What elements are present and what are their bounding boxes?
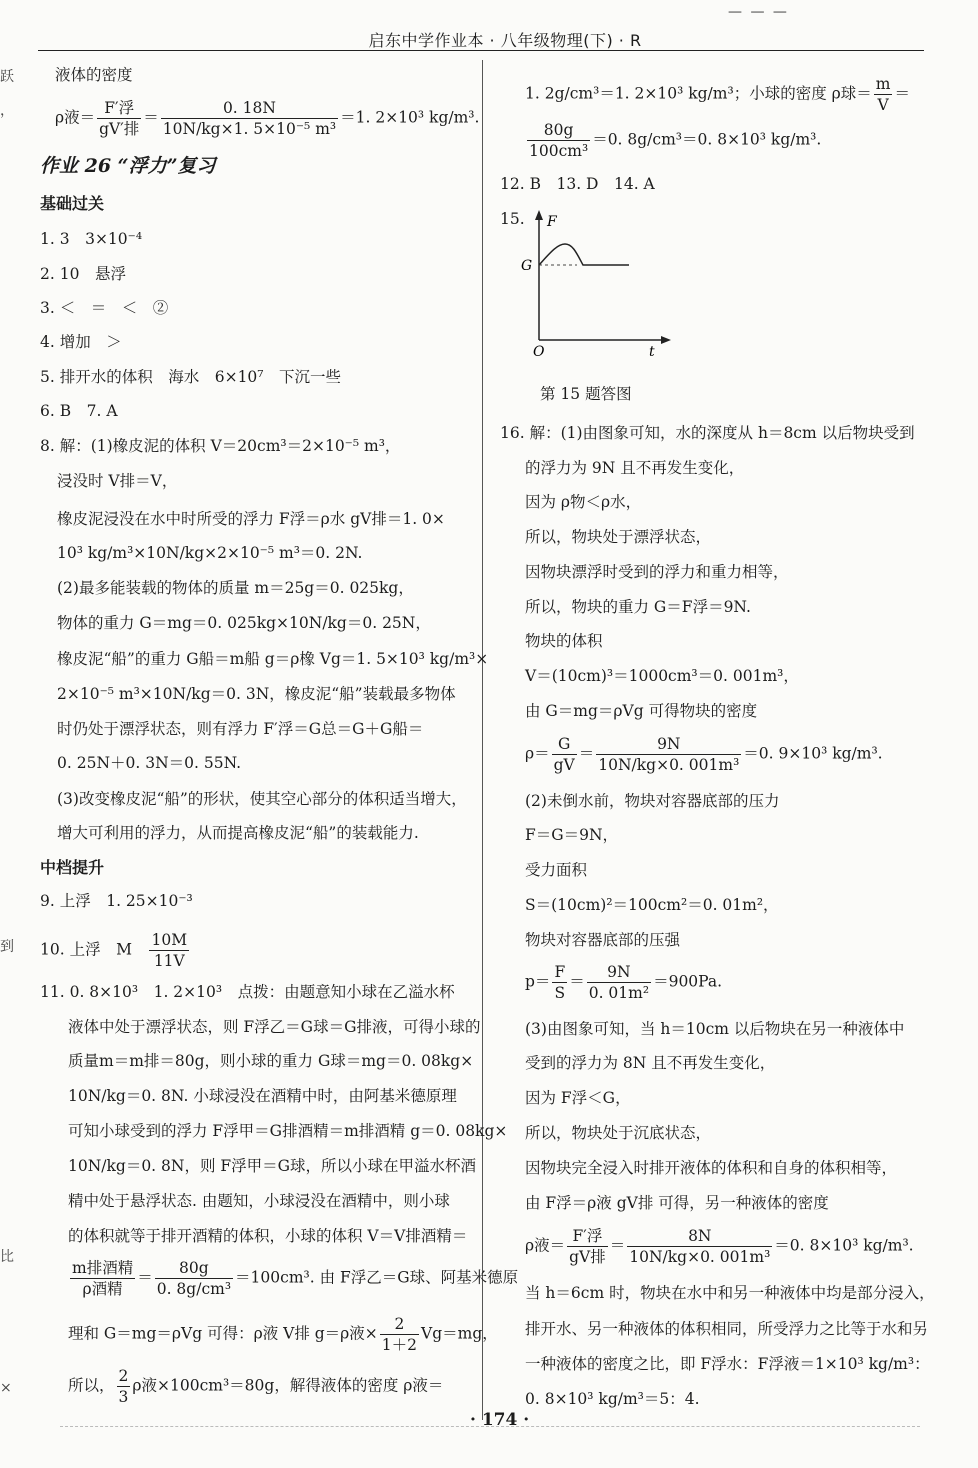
answer-line: 橡皮泥浸没在水中时所受的浮力 F浮＝ρ水 gV排＝1. 0× bbox=[57, 510, 445, 528]
formula-result: ＝1. 2×10³ kg/m³. bbox=[340, 108, 480, 127]
force-time-graph bbox=[515, 208, 675, 358]
formula-q16-rho: ρ＝ $\frac{G}{gV}$ ＝ $\frac{9N}{\text{10N/kg×0. 001m³}}$ ＝0. 9×10³ kg/m³. bbox=[525, 735, 883, 774]
section-heading: 基础过关 bbox=[40, 194, 105, 213]
answer-line: 3. ＜ ＝ ＜ ② bbox=[40, 299, 169, 317]
answer-line: 6. B 7. A bbox=[40, 402, 118, 420]
answer-line: 12. B 13. D 14. A bbox=[500, 175, 655, 193]
answer-line: 2. 10 悬浮 bbox=[40, 265, 126, 283]
answer-line: 0. 8×10³ kg/m³＝5：4. bbox=[525, 1390, 700, 1408]
formula-q11-density-result: $\frac{80g}{\text{100cm³}}$ ＝0. 8g/cm³＝0. 8×10³ kg/m³. bbox=[529, 121, 822, 160]
answer-line: F＝G＝9N， bbox=[525, 826, 619, 844]
answer-line-q10: 10. 上浮 M $\frac{10M}{11V}$ bbox=[40, 931, 188, 970]
answer-line: 的浮力为 9N 且不再发生变化， bbox=[525, 459, 745, 477]
answer-line: 受力面积 bbox=[525, 861, 588, 879]
answer-line: 当 h＝6cm 时，物块在水中和另一种液体中均是部分浸入， bbox=[525, 1284, 935, 1302]
answer-line: (2)未倒水前，物块对容器底部的压力 bbox=[525, 792, 780, 810]
fraction: $\frac{G}{gV}$ bbox=[553, 735, 575, 774]
fraction: $\frac{80g}{\text{0. 8g/cm³}}$ bbox=[156, 1259, 232, 1298]
fraction: $\frac{9N}{\text{10N/kg×0. 001m³}}$ bbox=[598, 735, 740, 774]
formula-q11-density: 1. 2g/cm³＝1. 2×10³ kg/m³；小球的密度 ρ球＝ $\frac{m}{V}$ ＝ bbox=[525, 75, 910, 114]
answer-line: 所以，物块处于漂浮状态， bbox=[525, 528, 712, 546]
bleed-text: ， bbox=[0, 103, 14, 119]
answer-line: 11. 0. 8×10³ 1. 2×10³ 点拨：由题意知小球在乙溢水杯 bbox=[40, 983, 455, 1001]
answer-line: 精中处于悬浮状态. 由题知，小球浸没在酒精中，则小球 bbox=[68, 1192, 450, 1210]
answer-line: 物块的体积 bbox=[525, 632, 603, 650]
answer-line: 0. 25N＋0. 3N＝0. 55N. bbox=[57, 754, 242, 772]
answer-line: 所以，物块的重力 G＝F浮＝9N. bbox=[525, 598, 751, 616]
formula-q16-pressure: p＝ $\frac{F}{S}$ ＝ $\frac{9N}{\text{0. 01m²}}$ ＝900Pa. bbox=[525, 963, 723, 1002]
fraction: $\frac{F}{S}$ bbox=[554, 963, 566, 1002]
answer-line: 液体的密度 bbox=[55, 66, 133, 84]
page-number: · 174 · bbox=[470, 1410, 530, 1430]
fraction: $\frac{0. 18N}{\text{10N/kg×1. 5×10⁻⁵ m³}}$ bbox=[162, 99, 337, 138]
header-rule bbox=[38, 50, 924, 51]
formula-q11-ratio: 理和 G＝mg＝ρVg 可得：ρ液 V排 g＝ρ液× $\frac{2}{1+2}$ Vg＝mg， bbox=[68, 1315, 498, 1354]
answer-line: 16. 解：(1)由图象可知，水的深度从 h＝8cm 以后物块受到 bbox=[500, 424, 915, 442]
formula-q11-final: 所以， $\frac{2}{3}$ ρ液×100cm³＝80g，解得液体的密度 ρ液＝ bbox=[68, 1367, 444, 1406]
y-axis-arrow-icon bbox=[535, 210, 543, 220]
answer-line: 因为 F浮＜G， bbox=[525, 1089, 631, 1107]
figure-caption: 第 15 题答图 bbox=[540, 385, 632, 403]
answer-line: 8. 解：(1)橡皮泥的体积 V＝20cm³＝2×10⁻⁵ m³， bbox=[40, 437, 401, 455]
answer-line: 物块对容器底部的压强 bbox=[525, 931, 681, 949]
answer-line: 5. 排开水的体积 海水 6×10⁷ 下沉一些 bbox=[40, 368, 342, 386]
answer-line: 9. 上浮 1. 25×10⁻³ bbox=[40, 892, 193, 910]
force-curve bbox=[539, 244, 629, 265]
fraction: $\frac{9N}{\text{0. 01m²}}$ bbox=[588, 963, 650, 1002]
fraction: $\frac{80g}{\text{100cm³}}$ bbox=[529, 121, 589, 160]
formula-rho-liquid: ρ液＝ $\frac{\text{F′浮}}{\text{gV′排}}$ ＝ $\frac{0. 18N}{\text{10N/kg×1. 5×10⁻⁵ m³}}$ ＝1. 2×10³ kg/m³. bbox=[55, 99, 480, 138]
fraction: $\frac{\text{m排酒精}}{\text{ρ酒精}}$ bbox=[72, 1259, 134, 1298]
fraction: $\frac{2}{3}$ bbox=[118, 1367, 129, 1406]
formula-q16-rho-liquid: ρ液＝ $\frac{\text{F′浮}}{\text{gV排}}$ ＝ $\frac{8N}{\text{10N/kg×0. 001m³}}$ ＝0. 8×10³ kg/m³. bbox=[525, 1227, 914, 1266]
answer-line: 所以，物块处于沉底状态， bbox=[525, 1124, 712, 1142]
answer-line: 因为 ρ物＜ρ水， bbox=[525, 493, 642, 511]
answer-line: 液体中处于漂浮状态，则 F浮乙＝G球＝G排液，可得小球的 bbox=[68, 1018, 481, 1036]
answer-line: V＝(10cm)³＝1000cm³＝0. 001m³， bbox=[525, 667, 799, 685]
homework-title: 作业 26 “浮力”复习 bbox=[40, 155, 216, 177]
answer-line: 10N/kg＝0. 8N，则 F浮甲＝G球，所以小球在甲溢水杯酒 bbox=[68, 1157, 477, 1175]
bleed-text: 跃 bbox=[0, 69, 14, 85]
x-axis-arrow-icon bbox=[661, 336, 671, 344]
answer-line: (2)最多能装载的物体的质量 m＝25g＝0. 025kg， bbox=[57, 579, 414, 597]
answer-line: 4. 增加 ＞ bbox=[40, 333, 122, 351]
column-divider bbox=[482, 60, 483, 1420]
answer-line: S＝(10cm)²＝100cm²＝0. 01m²， bbox=[525, 896, 779, 914]
page-header-title: 启东中学作业本 · 八年级物理(下) · R bbox=[368, 31, 642, 50]
origin-label: O bbox=[533, 344, 545, 358]
fraction: $\frac{8N}{\text{10N/kg×0. 001m³}}$ bbox=[629, 1227, 771, 1266]
fraction: $\frac{2}{1+2}$ bbox=[381, 1315, 418, 1354]
answer-line: 一种液体的密度之比，即 F浮水：F浮液＝1×10³ kg/m³： bbox=[525, 1355, 930, 1373]
bleed-text: × bbox=[0, 1380, 12, 1396]
answer-line: 由 G＝mg＝ρVg 可得物块的密度 bbox=[525, 702, 758, 720]
bleed-text: 比 bbox=[0, 1249, 14, 1265]
formula-lhs: ρ液＝ bbox=[55, 108, 96, 127]
answer-line: 排开水、另一种液体的体积相同，所受浮力之比等于水和另 bbox=[525, 1320, 929, 1338]
answer-line: 时仍处于漂浮状态，则有浮力 F′浮＝G总＝G＋G船＝ bbox=[57, 720, 424, 738]
answer-line: 由 F浮＝ρ液 gV排 可得，另一种液体的密度 bbox=[525, 1194, 829, 1212]
answer-line: 物体的重力 G＝mg＝0. 025kg×10N/kg＝0. 25N， bbox=[57, 614, 431, 632]
answer-line: (3)由图象可知，当 h＝10cm 以后物块在另一种液体中 bbox=[525, 1020, 905, 1038]
x-axis-label: t bbox=[649, 344, 655, 358]
answer-line: 可知小球受到的浮力 F浮甲＝G排酒精＝m排酒精 g＝0. 08kg× bbox=[68, 1122, 508, 1140]
answer-line: 因物块完全浸入时排开液体的体积和自身的体积相等， bbox=[525, 1159, 898, 1177]
answer-line: 质量m＝m排＝80g，则小球的重力 G球＝mg＝0. 08kg× bbox=[68, 1052, 474, 1070]
answer-line: 增大可利用的浮力，从而提高橡皮泥“船”的装载能力. bbox=[57, 824, 419, 842]
fraction: $\frac{m}{V}$ bbox=[875, 75, 891, 114]
g-label: G bbox=[521, 258, 533, 274]
fraction: $\frac{\text{F′浮}}{\text{gV′排}}$ bbox=[99, 99, 140, 138]
fraction: $\frac{\text{F′浮}}{\text{gV排}}$ bbox=[569, 1227, 606, 1266]
bleed-text: 到 bbox=[0, 939, 14, 955]
answer-line: 15. bbox=[500, 210, 525, 228]
y-axis-label: F bbox=[547, 214, 557, 230]
answer-line: 10N/kg＝0. 8N. 小球浸没在酒精中时，由阿基米德原理 bbox=[68, 1087, 457, 1105]
fraction: $\frac{10M}{11V}$ bbox=[151, 931, 188, 970]
header-marks: — — — bbox=[728, 4, 789, 20]
formula-q11-volume: $\frac{\text{m排酒精}}{\text{ρ酒精}}$ ＝ $\frac{80g}{\text{0. 8g/cm³}}$ ＝100cm³. 由 F浮乙＝G球、阿基米德原 bbox=[72, 1259, 519, 1298]
answer-line: 10³ kg/m³×10N/kg×2×10⁻⁵ m³＝0. 2N. bbox=[57, 544, 363, 562]
answer-line: 因物块漂浮时受到的浮力和重力相等， bbox=[525, 563, 789, 581]
section-heading: 中档提升 bbox=[40, 858, 105, 877]
answer-line: 受到的浮力为 8N 且不再发生变化， bbox=[525, 1054, 776, 1072]
answer-line: 橡皮泥“船”的重力 G船＝m船 g＝ρ橡 Vg＝1. 5×10³ kg/m³× bbox=[57, 650, 489, 668]
answer-line: 2×10⁻⁵ m³×10N/kg＝0. 3N，橡皮泥“船”装载最多物体 bbox=[57, 685, 456, 703]
answer-line: 浸没时 V排＝V， bbox=[57, 472, 178, 490]
answer-line: (3)改变橡皮泥“船”的形状，使其空心部分的体积适当增大， bbox=[57, 790, 467, 808]
answer-line: 的体积就等于排开酒精的体积，小球的体积 V＝V排酒精＝ bbox=[68, 1227, 468, 1245]
answer-line: 1. 3 3×10⁻⁴ bbox=[40, 230, 143, 248]
